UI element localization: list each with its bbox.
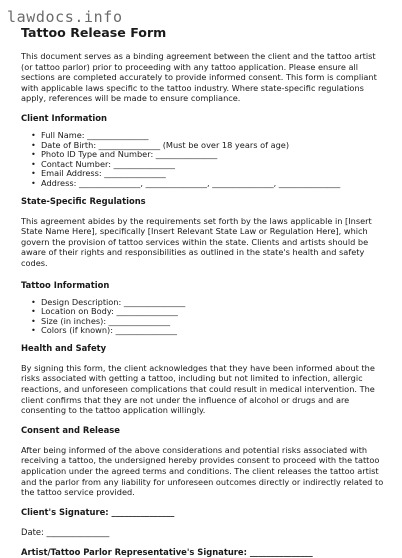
client-info-heading: Client Information [21, 112, 108, 123]
site-watermark: lawdocs.info [7, 8, 123, 26]
tattoo-info-heading: Tattoo Information [21, 279, 110, 290]
state-regulations-paragraph: This agreement abides by the requirements set forth by the laws applicable in [Insert State Name Here], specifically [Insert Relevant State Law or Regulation Here], which govern the provision of tattoo services within the state. Clients and artists should be aware of their rights and responsibilities as outlined in the state's health and safety codes. [21, 215, 372, 268]
health-safety-paragraph: By signing this form, the client acknowledges that they have been informed about the risks associated with getting a tattoo, including but not limited to infection, allergic reactions, and unforeseen complications that could result in medical intervention. The client confirms that they are not under the influence of alcohol or drugs and are consenting to the tattoo application willingly. [21, 362, 375, 416]
tattoo-info-list [21, 298, 385, 336]
list-item: • Full Name: _______________ [21, 131, 385, 141]
consent-release-heading: Consent and Release [21, 424, 120, 435]
list-item: • Date of Birth: _______________ (Must be over 18 years of age) [21, 141, 385, 151]
client-info-list [21, 131, 385, 189]
state-regulations-heading: State-Specific Regulations [21, 195, 146, 206]
list-item: • Location on Body: _______________ [21, 307, 385, 317]
list-item: • Contact Number: _______________ [21, 160, 385, 170]
list-item: • Email Address: _______________ [21, 169, 385, 179]
intro-paragraph: This document serves as a binding agreement between the client and the tattoo artist (or tattoo parlor) prior to proceeding with any tattoo application. Please ensure all sections are completed accurately to provide informed consent. This form is compliant with applicable laws specific to the tattoo industry. Where state-specific regulations apply, references will be made to ensure compliance. [21, 51, 377, 104]
document-title: Tattoo Release Form [21, 25, 167, 40]
client-signature-line: Client's Signature: _______________ [21, 506, 175, 517]
list-item: • Colors (if known): _______________ [21, 326, 385, 336]
health-safety-heading: Health and Safety [21, 342, 107, 353]
list-item: • Photo ID Type and Number: _______________ [21, 150, 385, 160]
document-page [21, 25, 385, 558]
date-line: Date: _______________ [21, 526, 110, 537]
list-item: • Design Description: _______________ [21, 298, 385, 308]
list-item: • Size (in inches): _______________ [21, 317, 385, 327]
artist-signature-line: Artist/Tattoo Parlor Representative's Signature: _______________ [21, 546, 313, 557]
consent-release-paragraph: After being informed of the above considerations and potential risks associated with receiving a tattoo, the undersigned hereby provides consent to proceed with the tattoo application under the agreed terms and conditions. The client releases the tattoo artist and the parlor from any liability for unforeseen outcomes directly or indirectly related to the tattoo service provided. [21, 444, 384, 498]
list-item: • Address: _______________, _______________, _______________, _______________ [21, 179, 385, 189]
